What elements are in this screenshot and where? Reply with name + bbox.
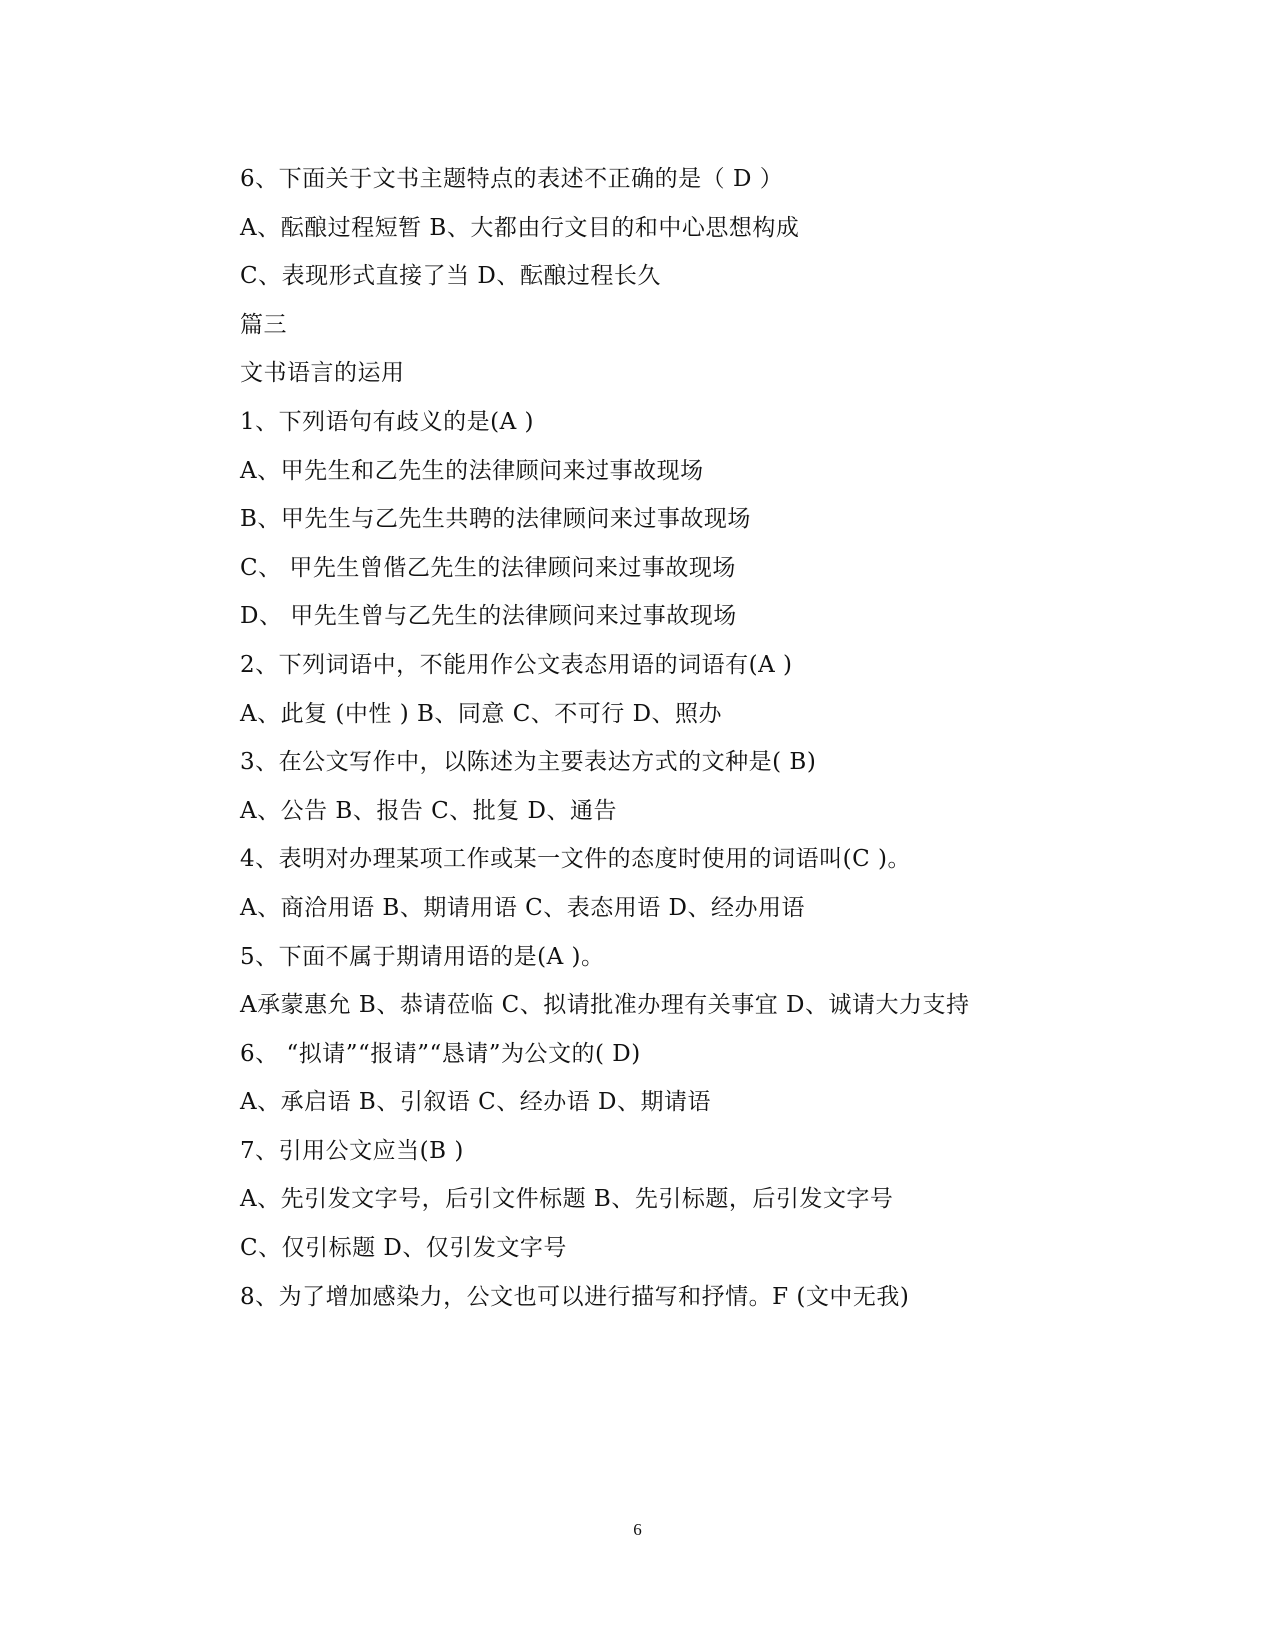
document-body [240, 155, 1040, 1321]
question-2-options: A、此复 (中性 ) B、同意 C、不可行 D、照办 [240, 700, 723, 727]
question-4-options: A、商洽用语 B、期请用语 C、表态用语 D、经办用语 [240, 894, 805, 921]
question-6-options-cd: C、表现形式直接了当 D、酝酿过程长久 [240, 263, 661, 290]
question-6b-options: A、承启语 B、引叙语 C、经办语 D、期请语 [240, 1089, 711, 1116]
question-7-stem: 7、引用公文应当(B ) [240, 1137, 464, 1164]
section-title: 文书语言的运用 [240, 360, 405, 387]
page-number: 6 [633, 1520, 642, 1539]
question-5-stem: 5、下面不属于期请用语的是(A )。 [240, 943, 605, 970]
question-1-option-d: D、 甲先生曾与乙先生的法律顾问来过事故现场 [240, 603, 737, 630]
question-6-options-ab: A、酝酿过程短暂 B、大都由行文目的和中心思想构成 [240, 214, 800, 241]
question-3-options: A、公告 B、报告 C、批复 D、通告 [240, 797, 617, 824]
question-7-options-cd: C、仅引标题 D、仅引发文字号 [240, 1235, 567, 1262]
question-2-stem: 2、下列词语中，不能用作公文表态用语的词语有(A ) [240, 651, 793, 678]
question-3-stem: 3、在公文写作中，以陈述为主要表达方式的文种是( B) [240, 749, 817, 776]
question-5-options: A承蒙惠允 B、恭请莅临 C、拟请批准办理有关事宜 D、诚请大力支持 [240, 992, 970, 1019]
question-8-stem: 8、为了增加感染力，公文也可以进行描写和抒情。F (文中无我) [240, 1283, 910, 1310]
question-6-stem: 6、下面关于文书主题特点的表述不正确的是（ D ） [240, 166, 784, 192]
question-6b-stem: 6、 “拟请”“报请”“恳请”为公文的( D) [240, 1040, 641, 1067]
question-4-stem: 4、表明对办理某项工作或某一文件的态度时使用的词语叫(C )。 [240, 846, 911, 873]
section-heading: 篇三 [240, 311, 287, 338]
question-1-stem: 1、下列语句有歧义的是(A ) [240, 408, 535, 435]
question-1-option-b: B、甲先生与乙先生共聘的法律顾问来过事故现场 [240, 506, 751, 533]
question-7-options-ab: A、先引发文字号，后引文件标题 B、先引标题，后引发文字号 [240, 1186, 894, 1213]
question-1-option-c: C、 甲先生曾偕乙先生的法律顾问来过事故现场 [240, 554, 736, 581]
question-1-option-a: A、甲先生和乙先生的法律顾问来过事故现场 [240, 457, 704, 484]
